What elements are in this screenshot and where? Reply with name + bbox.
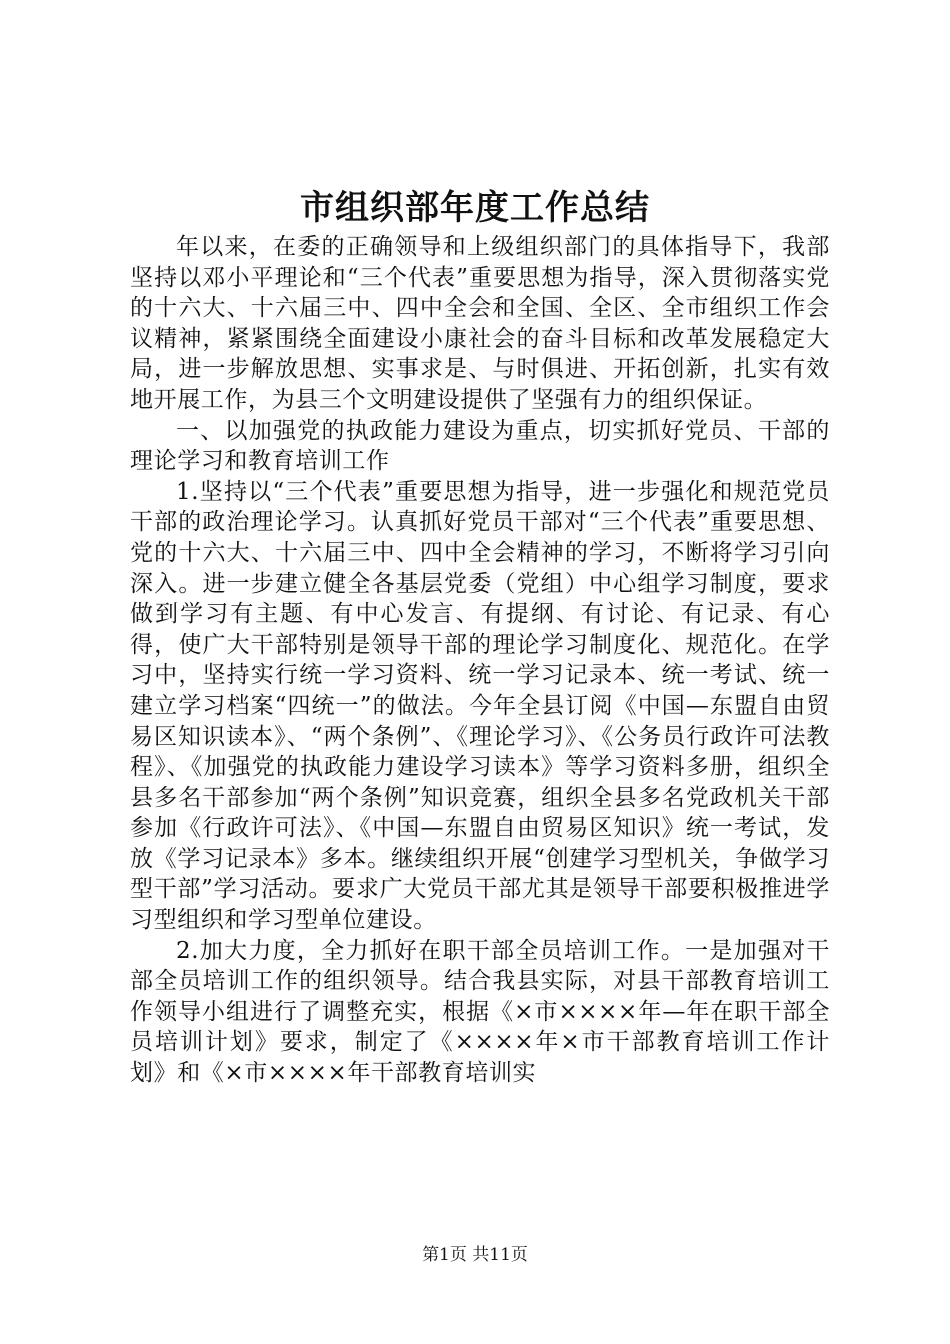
page-footer: 第1页 共11页 bbox=[422, 1245, 528, 1265]
section-heading-1: 一、以加强党的执政能力建设为重点，切实抓好党员、干部的理论学习和教育培训工作 bbox=[130, 417, 830, 475]
document-body bbox=[130, 232, 830, 1089]
item-paragraph-2: 2.加大力度，全力抓好在职干部全员培训工作。一是加强对干部全员培训工作的组织领导。结合我县实际，对县干部教育培训工作领导小组进行了调整充实，根据《×市××××年—年在职干部全员培训计划》要求，制定了《××××年×市干部教育培训工作计划》和《×市××××年干部教育培训实 bbox=[130, 937, 830, 1087]
intro-paragraph: 年以来，在委的正确领导和上级组织部门的具体指导下，我部坚持以邓小平理论和“三个代表”重要思想为指导，深入贯彻落实党的十六大、十六届三中、四中全会和全国、全区、全市组织工作会议精神，紧紧围绕全面建设小康社会的奋斗目标和改革发展稳定大局，进一步解放思想、实事求是、与时俱进、开拓创新，扎实有效地开展工作，为县三个文明建设提供了坚强有力的组织保证。 bbox=[130, 234, 830, 413]
item-paragraph-1: 1.坚持以“三个代表”重要思想为指导，进一步强化和规范党员干部的政治理论学习。认真抓好党员干部对“三个代表”重要思想、党的十六大、十六届三中、四中全会精神的学习，不断将学习引向深入。进一步建立健全各基层党委（党组）中心组学习制度，要求做到学习有主题、有中心发言、有提纲、有讨论、有记录、有心得，使广大干部特别是领导干部的理论学习制度化、规范化。在学习中，坚持实行统一学习资料、统一学习记录本、统一考试、统一建立学习档案“四统一”的做法。今年全县订阅《中国—东盟自由贸易区知识读本》、“两个条例”、《理论学习》、《公务员行政许可法教程》、《加强党的执政能力建设学习读本》等学习资料多册，组织全县多名干部参加“两个条例”知识竞赛，组织全县多名党政机关干部参加《行政许可法》、《中国—东盟自由贸易区知识》统一考试，发放《学习记录本》多本。继续组织开展“创建学习型机关，争做学习型干部”学习活动。要求广大党员干部尤其是领导干部要积极推进学习型组织和学习型单位建设。 bbox=[130, 478, 830, 934]
document-title: 市组织部年度工作总结 bbox=[300, 188, 650, 228]
